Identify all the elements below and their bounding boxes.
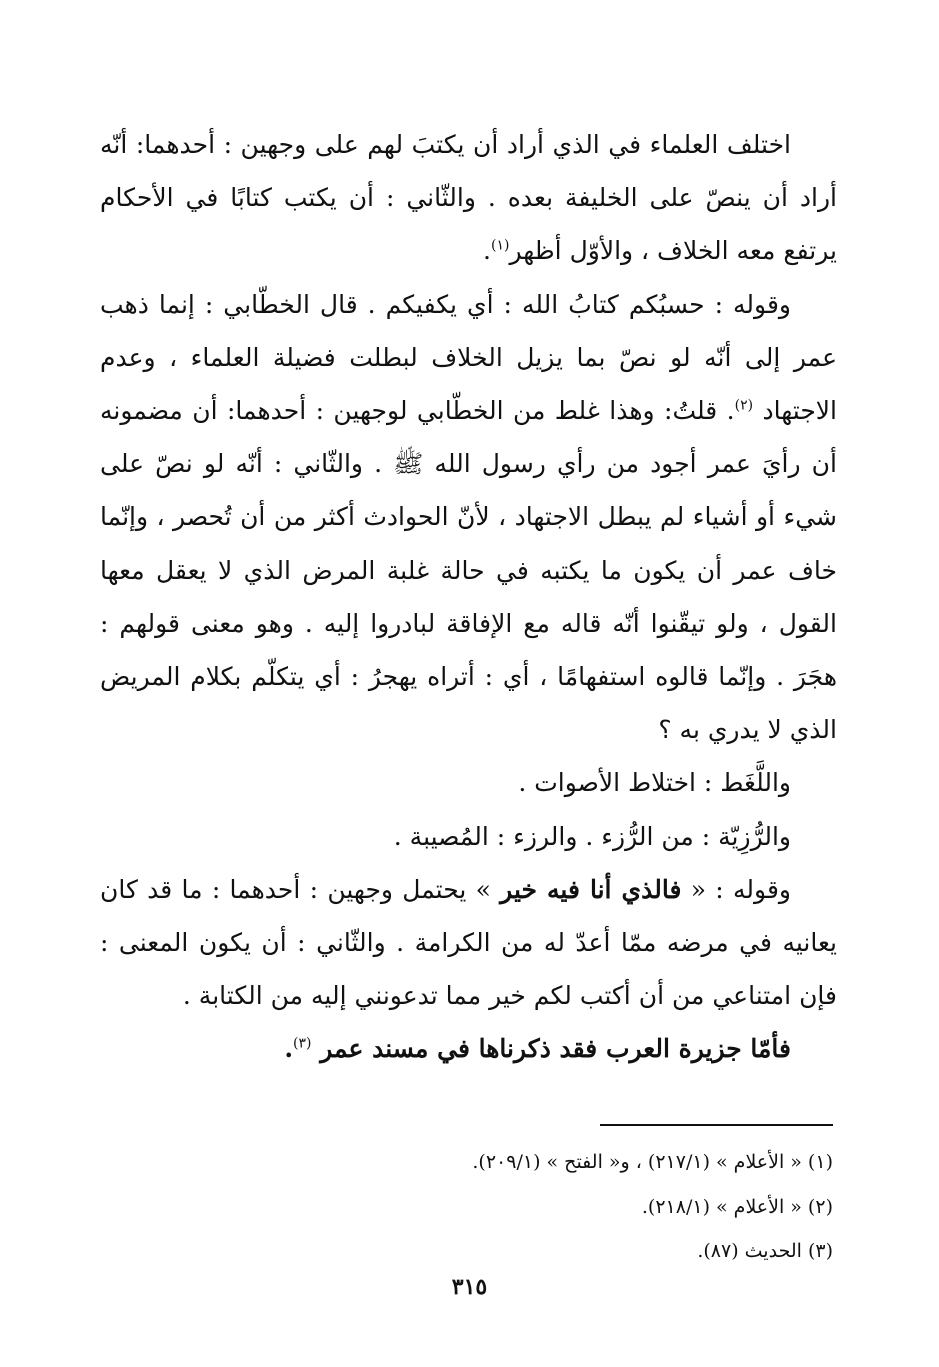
footnote-ref-2: (٢) [734, 397, 754, 414]
paragraph-1-end: . [483, 236, 491, 266]
paragraph-6-text: فأمّا جزيرة العرب فقد ذكرناها في مسند عمر [311, 1034, 791, 1064]
footnote-2: (٢) « الأعلام » (٢١٨/١). [641, 1195, 833, 1218]
paragraph-3-text: واللَّغَط : اختلاط الأصوات . [518, 768, 791, 798]
paragraph-4 [100, 810, 837, 863]
paragraph-1-text: اختلف العلماء في الذي أراد أن يكتبَ لهم على وجهين : أحدهما: أنّه أراد أن ينصّ على الخليفة بعده . والثّاني : أن يكتب كتابًا في الأحكام يرتفع معه الخلاف ، والأوّل أظهر [100, 130, 837, 266]
quoted-phrase: فالذي أنا فيه خير [500, 874, 682, 904]
paragraph-6 [100, 1022, 837, 1075]
footnote-ref-3: (٣) [293, 1036, 312, 1053]
footnote-separator [600, 1124, 833, 1126]
footnotes [200, 1140, 833, 1274]
footnote-3: (٣) الحديث (٨٧). [697, 1240, 833, 1262]
footnote-ref-1: (١) [491, 238, 510, 255]
paragraph-4-text: والرُّزِيّة : من الرُّزء . والرزء : المُصيبة . [393, 821, 791, 851]
paragraph-5-text: » يحتمل وجهين : أحدهما : ما قد كان يعانيه في مرضه ممّا أعدّ له من الكرامة . والثّاني : أن يكون المعنى : فإن امتناعي من أن أكتب لكم خير مما تدعونني إليه من الكتابة . [100, 874, 837, 1011]
paragraph-1 [100, 118, 837, 278]
page-number: ٣١٥ [451, 1274, 488, 1300]
paragraph-5 [100, 863, 837, 1023]
paragraph-3 [100, 756, 837, 809]
footnote-1: (١) « الأعلام » (٢١٧/١) ، و« الفتح » (٢٠٩/١). [472, 1151, 833, 1173]
main-text [100, 118, 837, 1076]
paragraph-2-continuation: . قلتُ: وهذا غلط من الخطّابي لوجهين : أحدهما: أن مضمونه أن رأيَ عمر أجود من رأي رسول الله ﷺ . والثّاني : أنّه لو نصّ على شيء أو أشياء لم يبطل الاجتهاد ، لأنّ الحوادث أكثر من أن تُحصر ، وإنّما خاف عمر أن يكون ما يكتبه في حالة غلبة المرض الذي لا يعقل معها القول ، ولو تيقّنوا أنّه قاله مع الإفاقة لبادروا إليه . وهو معنى قولهم : هجَرَ . وإنّما قالوه استفهامًا ، أي : أتراه يهجرُ : أي يتكلّم بكلام المريض الذي لا يدري به ؟ [100, 396, 837, 745]
paragraph-2 [100, 278, 837, 757]
paragraph-2-text: وقوله : حسبُكم كتابُ الله : أي يكفيكم . قال الخطّابي : إنما ذهب عمر إلى أنّه لو نصّ بما يزيل الخلاف لبطلت فضيلة العلماء ، وعدم الاجتهاد [100, 289, 837, 426]
paragraph-5-lead: وقوله : « [681, 874, 791, 904]
paragraph-6-end: . [284, 1034, 294, 1064]
